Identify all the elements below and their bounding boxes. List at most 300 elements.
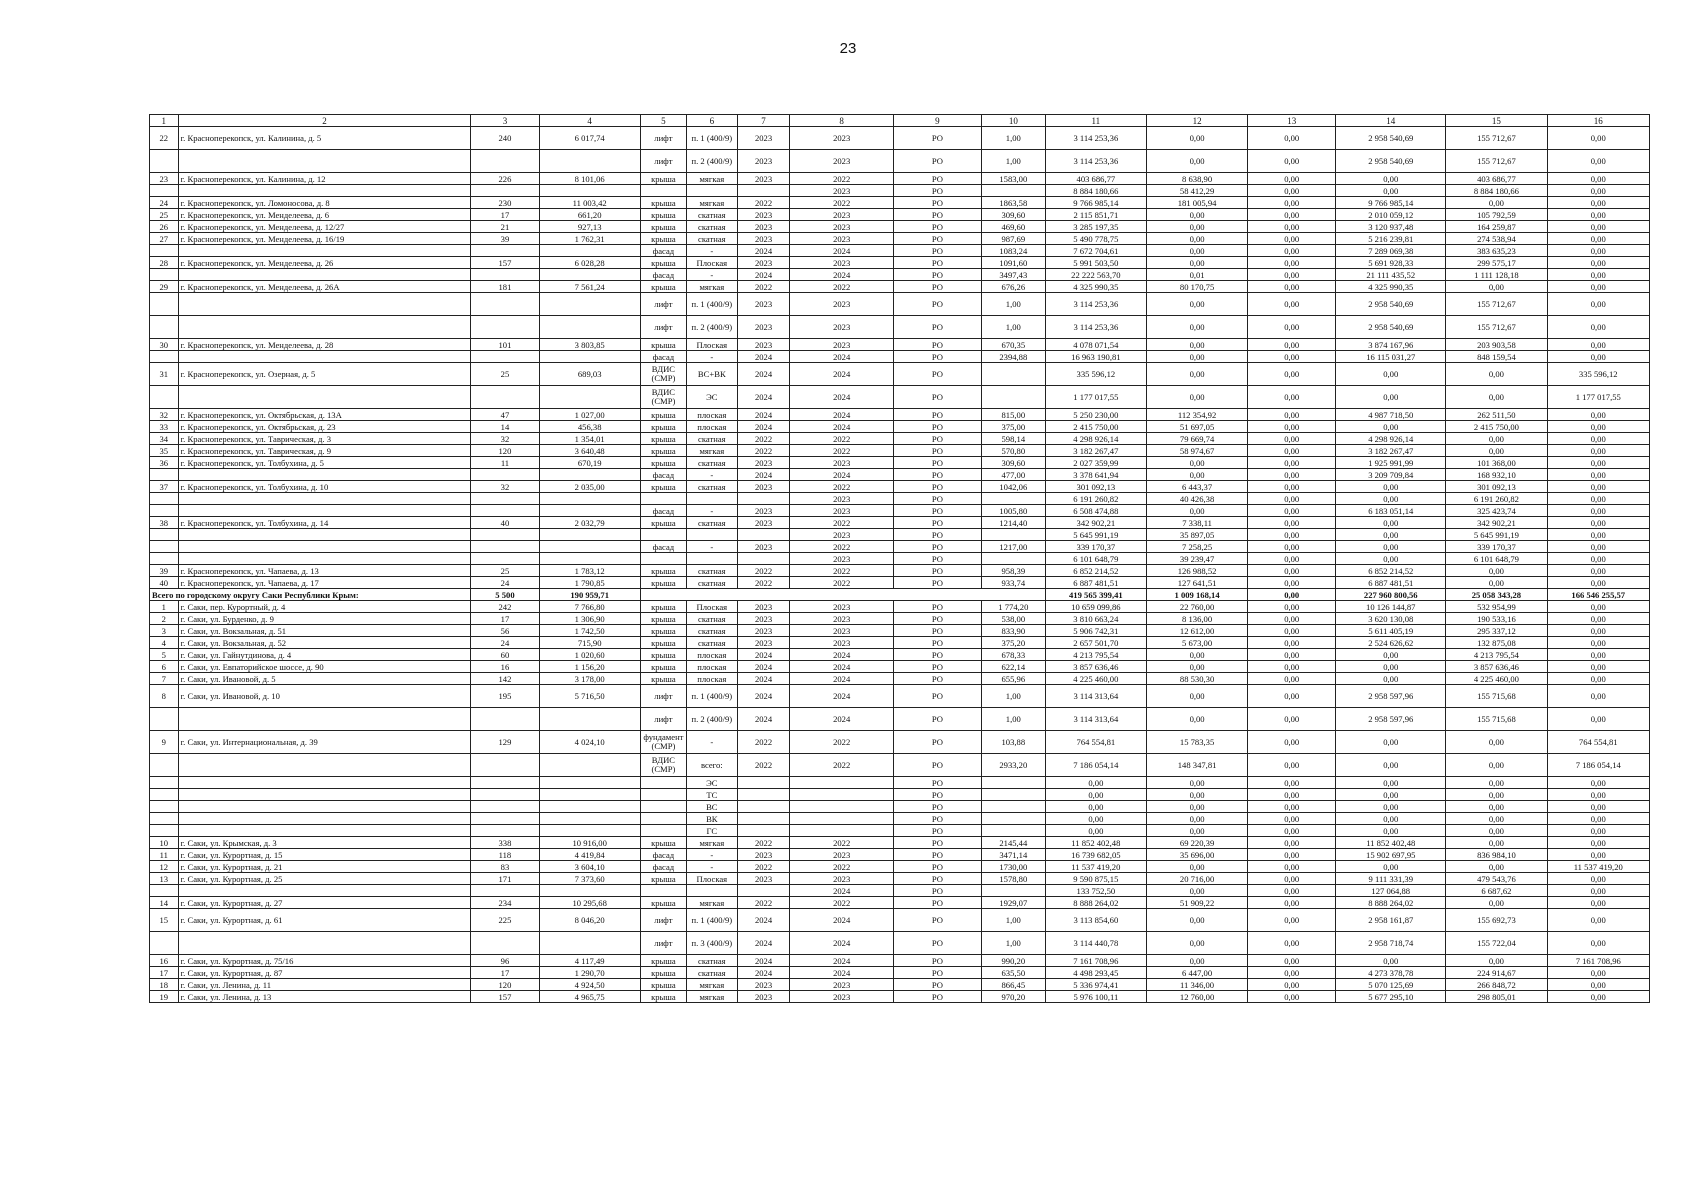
cell-col-7: 2023 [737, 257, 790, 269]
cell-col-5 [640, 789, 686, 801]
column-number-16: 16 [1547, 115, 1649, 127]
cell-col-8: 2023 [790, 493, 893, 505]
cell-col-6: плоская [687, 649, 738, 661]
cell-col-2: г. Саки, ул. Курортная, д. 61 [178, 909, 471, 932]
cell-col-1: 30 [150, 339, 179, 351]
cell-col-8: 2024 [790, 708, 893, 731]
table-row [150, 637, 1650, 649]
cell-col-9: РО [893, 469, 981, 481]
cell-col-8: 2023 [790, 233, 893, 245]
cell-col-15: 0,00 [1446, 789, 1547, 801]
cell-col-13: 0,00 [1248, 127, 1336, 150]
cell-col-1 [150, 245, 179, 257]
cell-col-14: 2 958 540,69 [1336, 293, 1446, 316]
cell-col-11: 3 114 313,64 [1045, 708, 1146, 731]
cell-col-5: крыша [640, 577, 686, 589]
cell-col-9: РО [893, 754, 981, 777]
cell-col-3 [471, 553, 539, 565]
cell-col-7: 2023 [737, 625, 790, 637]
cell-col-16: 0,00 [1547, 625, 1649, 637]
cell-col-11: 2 657 501,70 [1045, 637, 1146, 649]
cell-col-5 [640, 885, 686, 897]
cell-col-16: 0,00 [1547, 897, 1649, 909]
cell-col-2: г. Красноперекопск, ул. Калинина, д. 12 [178, 173, 471, 185]
column-number-3: 3 [471, 115, 539, 127]
cell-col-14: 3 209 709,84 [1336, 469, 1446, 481]
table-row [150, 685, 1650, 708]
cell-col-10: 469,60 [981, 221, 1045, 233]
cell-col-6: скатная [687, 233, 738, 245]
cell-col-3: 226 [471, 173, 539, 185]
cell-col-7: 2024 [737, 955, 790, 967]
cell-col-11: 9 590 875,15 [1045, 873, 1146, 885]
cell-col-4: 4 419,84 [539, 849, 640, 861]
cell-col-10: 598,14 [981, 433, 1045, 445]
cell-col-2: г. Красноперекопск, ул. Озерная, д. 5 [178, 363, 471, 386]
cell-col-7: 2023 [737, 991, 790, 1003]
cell-col-11: 6 508 474,88 [1045, 505, 1146, 517]
cell-col-14: 4 987 718,50 [1336, 409, 1446, 421]
column-number-1: 1 [150, 115, 179, 127]
cell-col-3 [471, 789, 539, 801]
cell-col-13: 0,00 [1248, 955, 1336, 967]
cell-col-13: 0,00 [1248, 245, 1336, 257]
cell-col-4: 7 373,60 [539, 873, 640, 885]
cell-col-8: 2023 [790, 257, 893, 269]
cell-col-6 [687, 529, 738, 541]
cell-col-16: 335 596,12 [1547, 363, 1649, 386]
cell-col-3: 32 [471, 433, 539, 445]
cell-col-13: 0,00 [1248, 150, 1336, 173]
cell-col-13: 0,00 [1248, 257, 1336, 269]
cell-col-2: г. Красноперекопск, ул. Менделеева, д. 26 [178, 257, 471, 269]
cell-col-13: 0,00 [1248, 293, 1336, 316]
cell-col-1 [150, 293, 179, 316]
cell-col-2 [178, 754, 471, 777]
cell-col-13: 0,00 [1248, 849, 1336, 861]
cell-col-14: 2 958 597,96 [1336, 708, 1446, 731]
cell-col-1: 7 [150, 673, 179, 685]
cell-col-11: 3 114 253,36 [1045, 316, 1146, 339]
cell-col-15: 298 805,01 [1446, 991, 1547, 1003]
cell-col-15: 155 715,68 [1446, 708, 1547, 731]
cell-col-11: 16 963 190,81 [1045, 351, 1146, 363]
cell-col-1: 14 [150, 897, 179, 909]
cell-col-10: 2145,44 [981, 837, 1045, 849]
cell-col-5: лифт [640, 909, 686, 932]
cell-col-3: 96 [471, 955, 539, 967]
cell-col-15: 299 575,17 [1446, 257, 1547, 269]
cell-col-5 [640, 801, 686, 813]
table-row [150, 553, 1650, 565]
cell-col-6: ГС [687, 825, 738, 837]
cell-col-16: 0,00 [1547, 708, 1649, 731]
cell-col-3 [471, 293, 539, 316]
cell-col-12: 0,00 [1146, 505, 1247, 517]
cell-col-16: 0,00 [1547, 885, 1649, 897]
cell-col-7: 2024 [737, 708, 790, 731]
cell-col-13: 0,00 [1248, 979, 1336, 991]
cell-col-5: крыша [640, 637, 686, 649]
cell-col-13: 0,00 [1248, 861, 1336, 873]
cell-col-15: 4 213 795,54 [1446, 649, 1547, 661]
cell-col-16: 0,00 [1547, 967, 1649, 979]
cell-col-14: 15 902 697,95 [1336, 849, 1446, 861]
cell-col-2: г. Саки, ул. Курортная, д. 27 [178, 897, 471, 909]
cell-col-4 [539, 541, 640, 553]
cell-col-5: фасад [640, 505, 686, 517]
column-number-5: 5 [640, 115, 686, 127]
table-row [150, 469, 1650, 481]
cell-col-8: 2023 [790, 293, 893, 316]
cell-col-6: п. 3 (400/9) [687, 932, 738, 955]
cell-col-16: 0,00 [1547, 649, 1649, 661]
cell-col-7: 2023 [737, 150, 790, 173]
table-row [150, 801, 1650, 813]
cell-col-10: 676,26 [981, 281, 1045, 293]
cell-col-4 [539, 813, 640, 825]
table-row [150, 979, 1650, 991]
cell-col-7 [737, 813, 790, 825]
cell-col-16: 0,00 [1547, 932, 1649, 955]
cell-col-7: 2022 [737, 281, 790, 293]
cell-col-10: 933,74 [981, 577, 1045, 589]
cell-col-9: РО [893, 777, 981, 789]
cell-col-7: 2023 [737, 505, 790, 517]
cell-col-5: крыша [640, 421, 686, 433]
cell-col-11: 0,00 [1045, 777, 1146, 789]
cell-col-7: 2023 [737, 209, 790, 221]
cell-col-4: 4 117,49 [539, 955, 640, 967]
cell-col-8: 2022 [790, 433, 893, 445]
cell-col-8: 2022 [790, 445, 893, 457]
cell-col-14: 5 691 928,33 [1336, 257, 1446, 269]
table-row [150, 481, 1650, 493]
cell-col-16: 0,00 [1547, 221, 1649, 233]
cell-col-15: 0,00 [1446, 955, 1547, 967]
cell-col-13: 0,00 [1248, 991, 1336, 1003]
cell-col-11: 7 161 708,96 [1045, 955, 1146, 967]
page-number: 23 [839, 40, 857, 57]
cell-col-10 [981, 553, 1045, 565]
table-row [150, 293, 1650, 316]
cell-col-3 [471, 754, 539, 777]
cell-col-4: 5 716,50 [539, 685, 640, 708]
cell-col-11: 3 857 636,46 [1045, 661, 1146, 673]
cell-col-2 [178, 813, 471, 825]
cell-col-11: 11 537 419,20 [1045, 861, 1146, 873]
cell-col-4: 927,13 [539, 221, 640, 233]
cell-col-10 [981, 813, 1045, 825]
cell-col-2: г. Саки, ул. Бурденко, д. 9 [178, 613, 471, 625]
cell-col-3 [471, 932, 539, 955]
cell-col-15: 1 111 128,18 [1446, 269, 1547, 281]
cell-col-2: г. Красноперекопск, ул. Таврическая, д. 3 [178, 433, 471, 445]
cell-col-12: 181 005,94 [1146, 197, 1247, 209]
table-row [150, 517, 1650, 529]
cell-col-15: 155 712,67 [1446, 316, 1547, 339]
cell-col-3: 157 [471, 257, 539, 269]
cell-col-9: РО [893, 991, 981, 1003]
cell-col-13: 0,00 [1248, 661, 1336, 673]
cell-col-1: 8 [150, 685, 179, 708]
cell-col-7: 2023 [737, 127, 790, 150]
cell-col-4 [539, 801, 640, 813]
cell-col-2 [178, 245, 471, 257]
cell-col-6: п. 2 (400/9) [687, 316, 738, 339]
cell-col-14: 0,00 [1336, 553, 1446, 565]
cell-col-5: крыша [640, 339, 686, 351]
cell-col-2: г. Саки, ул. Вокзальная, д. 52 [178, 637, 471, 649]
cell-col-2: г. Красноперекопск, ул. Таврическая, д. 9 [178, 445, 471, 457]
cell-col-2 [178, 708, 471, 731]
cell-col-2: г. Красноперекопск, ул. Толбухина, д. 14 [178, 517, 471, 529]
cell-col-3: 171 [471, 873, 539, 885]
cell-col-3: 32 [471, 481, 539, 493]
cell-col-4: 1 354,01 [539, 433, 640, 445]
cell-col-13: 0,00 [1248, 221, 1336, 233]
cell-col-13: 0,00 [1248, 885, 1336, 897]
total-c12: 1 009 168,14 [1146, 589, 1247, 601]
cell-col-1 [150, 150, 179, 173]
cell-col-14: 0,00 [1336, 529, 1446, 541]
cell-col-5: фасад [640, 469, 686, 481]
cell-col-3: 47 [471, 409, 539, 421]
cell-col-16: 7 186 054,14 [1547, 754, 1649, 777]
cell-col-5: крыша [640, 649, 686, 661]
cell-col-6: скатная [687, 221, 738, 233]
table-row [150, 967, 1650, 979]
cell-col-11: 5 906 742,31 [1045, 625, 1146, 637]
cell-col-4: 3 803,85 [539, 339, 640, 351]
table-row [150, 601, 1650, 613]
cell-col-2 [178, 386, 471, 409]
cell-col-9: РО [893, 363, 981, 386]
cell-col-12: 39 239,47 [1146, 553, 1247, 565]
cell-col-2: г. Саки, ул. Вокзальная, д. 51 [178, 625, 471, 637]
cell-col-11: 7 186 054,14 [1045, 754, 1146, 777]
cell-col-3: 129 [471, 731, 539, 754]
cell-col-15: 0,00 [1446, 565, 1547, 577]
column-number-8: 8 [790, 115, 893, 127]
cell-col-7: 2023 [737, 316, 790, 339]
cell-col-16: 0,00 [1547, 837, 1649, 849]
cell-col-11: 2 415 750,00 [1045, 421, 1146, 433]
cell-col-13: 0,00 [1248, 269, 1336, 281]
cell-col-12: 11 346,00 [1146, 979, 1247, 991]
cell-col-3: 101 [471, 339, 539, 351]
cell-col-1 [150, 813, 179, 825]
cell-col-8: 2022 [790, 281, 893, 293]
cell-col-10: 1,00 [981, 708, 1045, 731]
cell-col-12: 0,00 [1146, 293, 1247, 316]
cell-col-14: 0,00 [1336, 813, 1446, 825]
cell-col-10: 1,00 [981, 909, 1045, 932]
cell-col-7: 2024 [737, 245, 790, 257]
cell-col-15: 203 903,58 [1446, 339, 1547, 351]
table-row [150, 541, 1650, 553]
cell-col-14: 21 111 435,52 [1336, 269, 1446, 281]
cell-col-7 [737, 493, 790, 505]
cell-col-9: РО [893, 708, 981, 731]
cell-col-5 [640, 813, 686, 825]
cell-col-14: 0,00 [1336, 493, 1446, 505]
cell-col-15: 0,00 [1446, 731, 1547, 754]
column-number-row [150, 115, 1650, 127]
cell-col-1: 34 [150, 433, 179, 445]
total-c13: 0,00 [1248, 589, 1336, 601]
cell-col-8: 2024 [790, 386, 893, 409]
table-row [150, 493, 1650, 505]
cell-col-3: 25 [471, 363, 539, 386]
cell-col-14: 0,00 [1336, 481, 1446, 493]
cell-col-15: 0,00 [1446, 433, 1547, 445]
cell-col-5: крыша [640, 979, 686, 991]
cell-col-2 [178, 505, 471, 517]
cell-col-10: 2394,88 [981, 351, 1045, 363]
cell-col-4: 7 766,80 [539, 601, 640, 613]
cell-col-13: 0,00 [1248, 481, 1336, 493]
cell-col-13: 0,00 [1248, 421, 1336, 433]
cell-col-1: 17 [150, 967, 179, 979]
cell-col-12: 0,00 [1146, 932, 1247, 955]
cell-col-6: - [687, 541, 738, 553]
table-row [150, 386, 1650, 409]
cell-col-4 [539, 469, 640, 481]
cell-col-1: 10 [150, 837, 179, 849]
cell-col-15: 0,00 [1446, 281, 1547, 293]
cell-col-11: 3 114 440,78 [1045, 932, 1146, 955]
cell-col-1: 39 [150, 565, 179, 577]
cell-col-4: 10 295,68 [539, 897, 640, 909]
cell-col-13: 0,00 [1248, 316, 1336, 339]
cell-col-14: 8 888 264,02 [1336, 897, 1446, 909]
cell-col-9: РО [893, 601, 981, 613]
cell-col-8: 2024 [790, 909, 893, 932]
cell-col-16: 0,00 [1547, 469, 1649, 481]
cell-col-11: 5 645 991,19 [1045, 529, 1146, 541]
table-row [150, 613, 1650, 625]
cell-col-16: 0,00 [1547, 409, 1649, 421]
cell-col-12: 0,01 [1146, 269, 1247, 281]
cell-col-10: 375,00 [981, 421, 1045, 433]
cell-col-2: г. Красноперекопск, ул. Чапаева, д. 17 [178, 577, 471, 589]
cell-col-16: 0,00 [1547, 909, 1649, 932]
cell-col-13: 0,00 [1248, 529, 1336, 541]
cell-col-1: 12 [150, 861, 179, 873]
cell-col-3 [471, 541, 539, 553]
cell-col-9: РО [893, 445, 981, 457]
column-number-6: 6 [687, 115, 738, 127]
cell-col-16: 0,00 [1547, 991, 1649, 1003]
cell-col-12: 35 897,05 [1146, 529, 1247, 541]
cell-col-1: 22 [150, 127, 179, 150]
cell-col-2: г. Красноперекопск, ул. Октябрьская, д. 23 [178, 421, 471, 433]
cell-col-3: 17 [471, 967, 539, 979]
column-number-10: 10 [981, 115, 1045, 127]
cell-col-5: лифт [640, 316, 686, 339]
cell-col-4 [539, 351, 640, 363]
cell-col-5: крыша [640, 955, 686, 967]
cell-col-12: 88 530,30 [1146, 673, 1247, 685]
cell-col-10: 622,14 [981, 661, 1045, 673]
cell-col-3: 11 [471, 457, 539, 469]
cell-col-9: РО [893, 861, 981, 873]
cell-col-11: 0,00 [1045, 813, 1146, 825]
cell-col-4 [539, 245, 640, 257]
cell-col-11: 6 852 214,52 [1045, 565, 1146, 577]
cell-col-8: 2023 [790, 613, 893, 625]
cell-col-8 [790, 801, 893, 813]
cell-col-5: крыша [640, 221, 686, 233]
cell-col-12: 0,00 [1146, 861, 1247, 873]
cell-col-10: 1,00 [981, 127, 1045, 150]
cell-col-6: скатная [687, 625, 738, 637]
cell-col-9: РО [893, 613, 981, 625]
cell-col-12: 7 258,25 [1146, 541, 1247, 553]
cell-col-10 [981, 885, 1045, 897]
cell-col-14: 2 958 540,69 [1336, 150, 1446, 173]
cell-col-2 [178, 825, 471, 837]
cell-col-4: 1 790,85 [539, 577, 640, 589]
cell-col-4: 1 762,31 [539, 233, 640, 245]
cell-col-6: п. 1 (400/9) [687, 909, 738, 932]
cell-col-14: 10 126 144,87 [1336, 601, 1446, 613]
cell-col-1: 5 [150, 649, 179, 661]
cell-col-10 [981, 363, 1045, 386]
cell-col-2 [178, 553, 471, 565]
cell-col-8: 2024 [790, 363, 893, 386]
total-empty [640, 589, 1045, 601]
column-number-2: 2 [178, 115, 471, 127]
cell-col-10: 3497,43 [981, 269, 1045, 281]
cell-col-5: крыша [640, 409, 686, 421]
table-body [150, 115, 1650, 1003]
table-row [150, 281, 1650, 293]
cell-col-16: 0,00 [1547, 777, 1649, 789]
cell-col-3: 40 [471, 517, 539, 529]
cell-col-4: 1 783,12 [539, 565, 640, 577]
cell-col-10 [981, 825, 1045, 837]
cell-col-12: 127 641,51 [1146, 577, 1247, 589]
cell-col-12: 0,00 [1146, 339, 1247, 351]
cell-col-3: 120 [471, 445, 539, 457]
cell-col-11: 7 672 704,61 [1045, 245, 1146, 257]
cell-col-14: 3 182 267,47 [1336, 445, 1446, 457]
cell-col-8: 2022 [790, 754, 893, 777]
cell-col-5: фасад [640, 849, 686, 861]
cell-col-14: 0,00 [1336, 955, 1446, 967]
cell-col-4 [539, 885, 640, 897]
cell-col-3 [471, 885, 539, 897]
cell-col-6: - [687, 469, 738, 481]
cell-col-14: 2 958 161,87 [1336, 909, 1446, 932]
cell-col-8: 2024 [790, 351, 893, 363]
cell-col-11: 2 115 851,71 [1045, 209, 1146, 221]
cell-col-9: РО [893, 409, 981, 421]
cell-col-15: 155 692,73 [1446, 909, 1547, 932]
cell-col-7: 2022 [737, 731, 790, 754]
cell-col-2: г. Саки, ул. Интернациональная, д. 39 [178, 731, 471, 754]
cell-col-11: 8 888 264,02 [1045, 897, 1146, 909]
cell-col-15: 0,00 [1446, 801, 1547, 813]
cell-col-15: 836 984,10 [1446, 849, 1547, 861]
cell-col-11: 3 114 253,36 [1045, 150, 1146, 173]
cell-col-3: 21 [471, 221, 539, 233]
table-row [150, 909, 1650, 932]
cell-col-10: 309,60 [981, 209, 1045, 221]
cell-col-6: мягкая [687, 281, 738, 293]
